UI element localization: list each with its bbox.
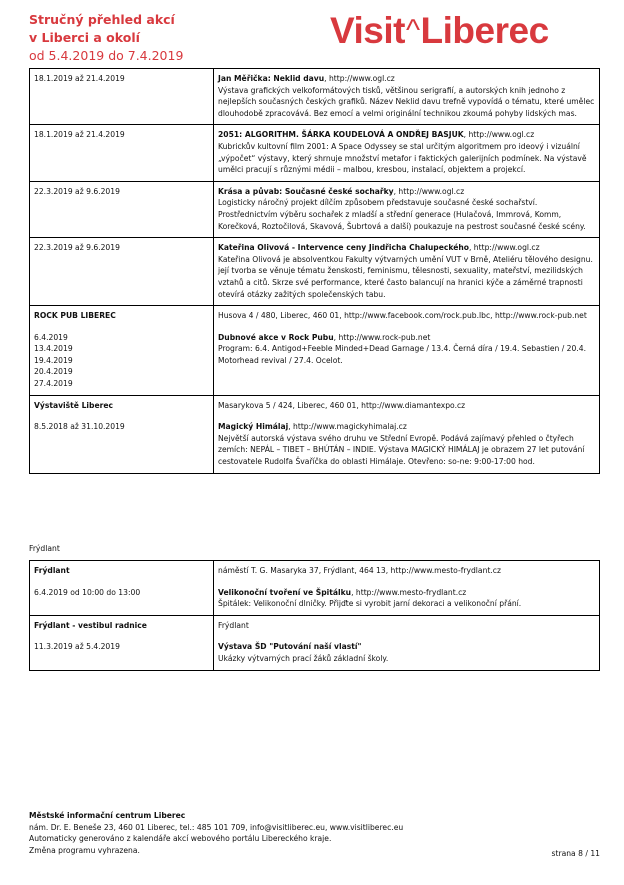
venue-address: náměstí T. G. Masaryka 37, Frýdlant, 464 13, http://www.mesto-frydlant.cz xyxy=(218,566,501,575)
footer-contact: nám. Dr. E. Beneše 23, 460 01 Liberec, tel.: 485 101 709, info@visitliberec.eu, www.visitliberec.eu xyxy=(29,822,404,832)
event-title: Velikonoční tvoření ve Špitálku xyxy=(218,587,352,597)
event-row xyxy=(30,125,600,181)
events-table-liberec xyxy=(29,68,600,474)
event-date: 18.1.2019 až 21.4.2019 xyxy=(30,69,214,125)
footer-note: Změna programu vyhrazena. xyxy=(29,845,140,855)
visit-liberec-logo xyxy=(330,10,549,52)
event-date: 20.4.2019 xyxy=(34,367,73,377)
venue-address: Frýdlant xyxy=(218,620,249,630)
event-title: Krása a půvab: Současné české sochařky xyxy=(218,186,394,196)
page-number: strana 8 / 11 xyxy=(551,849,600,858)
venue-name: Výstaviště Liberec xyxy=(34,400,114,410)
venue-name: Frýdlant - vestibul radnice xyxy=(34,620,147,630)
footer-organization: Městské informační centrum Liberec xyxy=(29,811,186,820)
event-date: 6.4.2019 od 10:00 do 13:00 xyxy=(34,587,141,597)
event-url[interactable]: , http://www.rock-pub.net xyxy=(333,332,431,342)
event-info xyxy=(214,69,600,125)
venue-address: Husova 4 / 480, Liberec, 460 01, http://www.facebook.com/rock.pub.lbc, http://www.rock-pub.net xyxy=(218,311,587,321)
event-info xyxy=(214,181,600,237)
event-date: 27.4.2019 xyxy=(34,379,73,389)
title-line-2: v Liberci a okolí xyxy=(29,30,140,45)
event-title: Magický Himálaj xyxy=(218,422,289,432)
footer-note: Automaticky generováno z kalendáře akcí webového portálu Libereckého kraje. xyxy=(29,834,332,844)
logo-visit: Visit xyxy=(330,10,405,51)
event-description: Program: 6.4. Antigod+Feeble Minded+Dead Garnage / 13.4. Černá díra / 19.4. Sebastien / 20.4. Motorhead revival / 27.4. Ocelot. xyxy=(218,344,587,365)
event-url[interactable]: , http://www.ogl.cz xyxy=(393,186,465,196)
event-description: Ukázky výtvarných prací žáků základní školy. xyxy=(218,653,389,663)
event-title: Dubnové akce v Rock Pubu xyxy=(218,332,334,342)
date-range: od 5.4.2019 do 7.4.2019 xyxy=(29,48,184,63)
event-title: Výstava ŠD "Putování naší vlastí" xyxy=(218,642,362,652)
logo-liberec: Liberec xyxy=(420,10,549,51)
event-row xyxy=(30,69,600,125)
event-url[interactable]: , http://www.ogl.cz xyxy=(463,130,535,140)
event-date: 22.3.2019 až 9.6.2019 xyxy=(30,238,214,306)
event-date: 6.4.2019 xyxy=(34,332,68,342)
venue-row-frydlant xyxy=(30,561,600,616)
event-url[interactable]: , http://www.mesto-frydlant.cz xyxy=(351,587,467,597)
venue-address: Masarykova 5 / 424, Liberec, 460 01, http://www.diamantexpo.cz xyxy=(218,400,466,410)
venue-cell xyxy=(30,561,214,616)
venue-row-vestibul xyxy=(30,615,600,670)
event-description: Největší autorská výstava svého druhu ve Střední Evropě. Podává zajímavý přehled o čtyřech zemích: NEPÁL – TIBET – BHÚTÁN – INDIE. Výstava MAGICKÝ HIMÁLAJ je obrazem 27 let putování cestovatele Rudolfa Švaříčka do oblasti Himálaje. Otevřeno: so-ne: 9:00-17:00 hod. xyxy=(218,433,585,467)
event-description: Kateřina Olivová je absolventkou Fakulty výtvarných umění VUT v Brně, Ateliéru tělového designu. její tvorba se věnuje tématu ženskosti, feminismu, tělesnosti, sexuality, mateřství, mezilidských vztahů a citů. Skrze své performance, které často balancují na hranici kýče a záměrné trapnosti otevírá otázky zažitých společenských tabu. xyxy=(218,254,593,299)
event-url[interactable]: , http://www.magickyhimalaj.cz xyxy=(288,422,407,432)
event-title: 2051: ALGORITHM. ŠÁRKA KOUDELOVÁ A ONDŘEJ BASJUK xyxy=(218,130,464,140)
event-date: 18.1.2019 až 21.4.2019 xyxy=(30,125,214,181)
event-description: Výstava grafických velkoformátových tisků, většinou serigrafií, a autorských knih jednoho z nejlepších současných českých grafiků. Název Neklid davu trefně vypovídá o tématu, které umělec dlouhodobě zpracovává. Bez emocí a velmi originální technikou zkoumá pohyby lidských mas. xyxy=(218,85,595,118)
event-row xyxy=(30,238,600,306)
section-heading-frydlant: Frýdlant xyxy=(29,544,60,553)
event-row xyxy=(30,181,600,237)
venue-name: Frýdlant xyxy=(34,566,70,575)
event-date: 8.5.2018 až 31.10.2019 xyxy=(34,422,125,432)
footer xyxy=(29,810,600,856)
event-info xyxy=(214,238,600,306)
venue-row-rock-pub xyxy=(30,306,600,396)
venue-row-vystaviste xyxy=(30,395,600,473)
event-date: 11.3.2019 až 5.4.2019 xyxy=(34,642,120,652)
event-title: Jan Měřička: Neklid davu xyxy=(218,74,325,83)
event-info xyxy=(214,615,600,670)
venue-cell xyxy=(30,306,214,396)
event-info xyxy=(214,125,600,181)
event-info xyxy=(214,395,600,473)
event-date: 13.4.2019 xyxy=(34,344,73,354)
event-info xyxy=(214,561,600,616)
event-info xyxy=(214,306,600,396)
event-title: Kateřina Olivová - Intervence ceny Jindřicha Chalupeckého xyxy=(218,243,469,253)
event-url[interactable]: , http://www.ogl.cz xyxy=(468,243,540,253)
event-description: Logisticky náročný projekt dílčím způsobem představuje současné české sochařství. Prostřednictvím výběru sochařek z mladší a střední generace (Hulačová, Immrová, Komm, Korečková, Roztočilová, Skavová, Šubrtová a další) poukazuje na pestrost současné české scény. xyxy=(218,198,586,231)
title-line-1: Stručný přehled akcí xyxy=(29,12,175,27)
event-url[interactable]: , http://www.ogl.cz xyxy=(324,74,395,83)
document-title xyxy=(29,11,269,65)
venue-name: ROCK PUB LIBEREC xyxy=(34,311,116,321)
events-table-frydlant xyxy=(29,560,600,671)
venue-cell xyxy=(30,615,214,670)
logo-caret: ^ xyxy=(405,14,420,47)
venue-cell xyxy=(30,395,214,473)
event-date: 22.3.2019 až 9.6.2019 xyxy=(30,181,214,237)
event-description: Kubrickův kultovní film 2001: A Space Odyssey se stal určitým algoritmem pro ideový i vizuální „výpočet“ výstavy, který shrnuje množství metafor i faktických galerijních podmínek. Na výstavě umělci pracují s různými médii – malbou, kresbou, instalací, objektem a projekcí. xyxy=(218,141,587,175)
event-date: 19.4.2019 xyxy=(34,355,73,365)
event-description: Špitálek: Velikonoční dlničky. Přijďte si vyrobit jarní dekoraci a velikonoční přání. xyxy=(218,599,522,609)
